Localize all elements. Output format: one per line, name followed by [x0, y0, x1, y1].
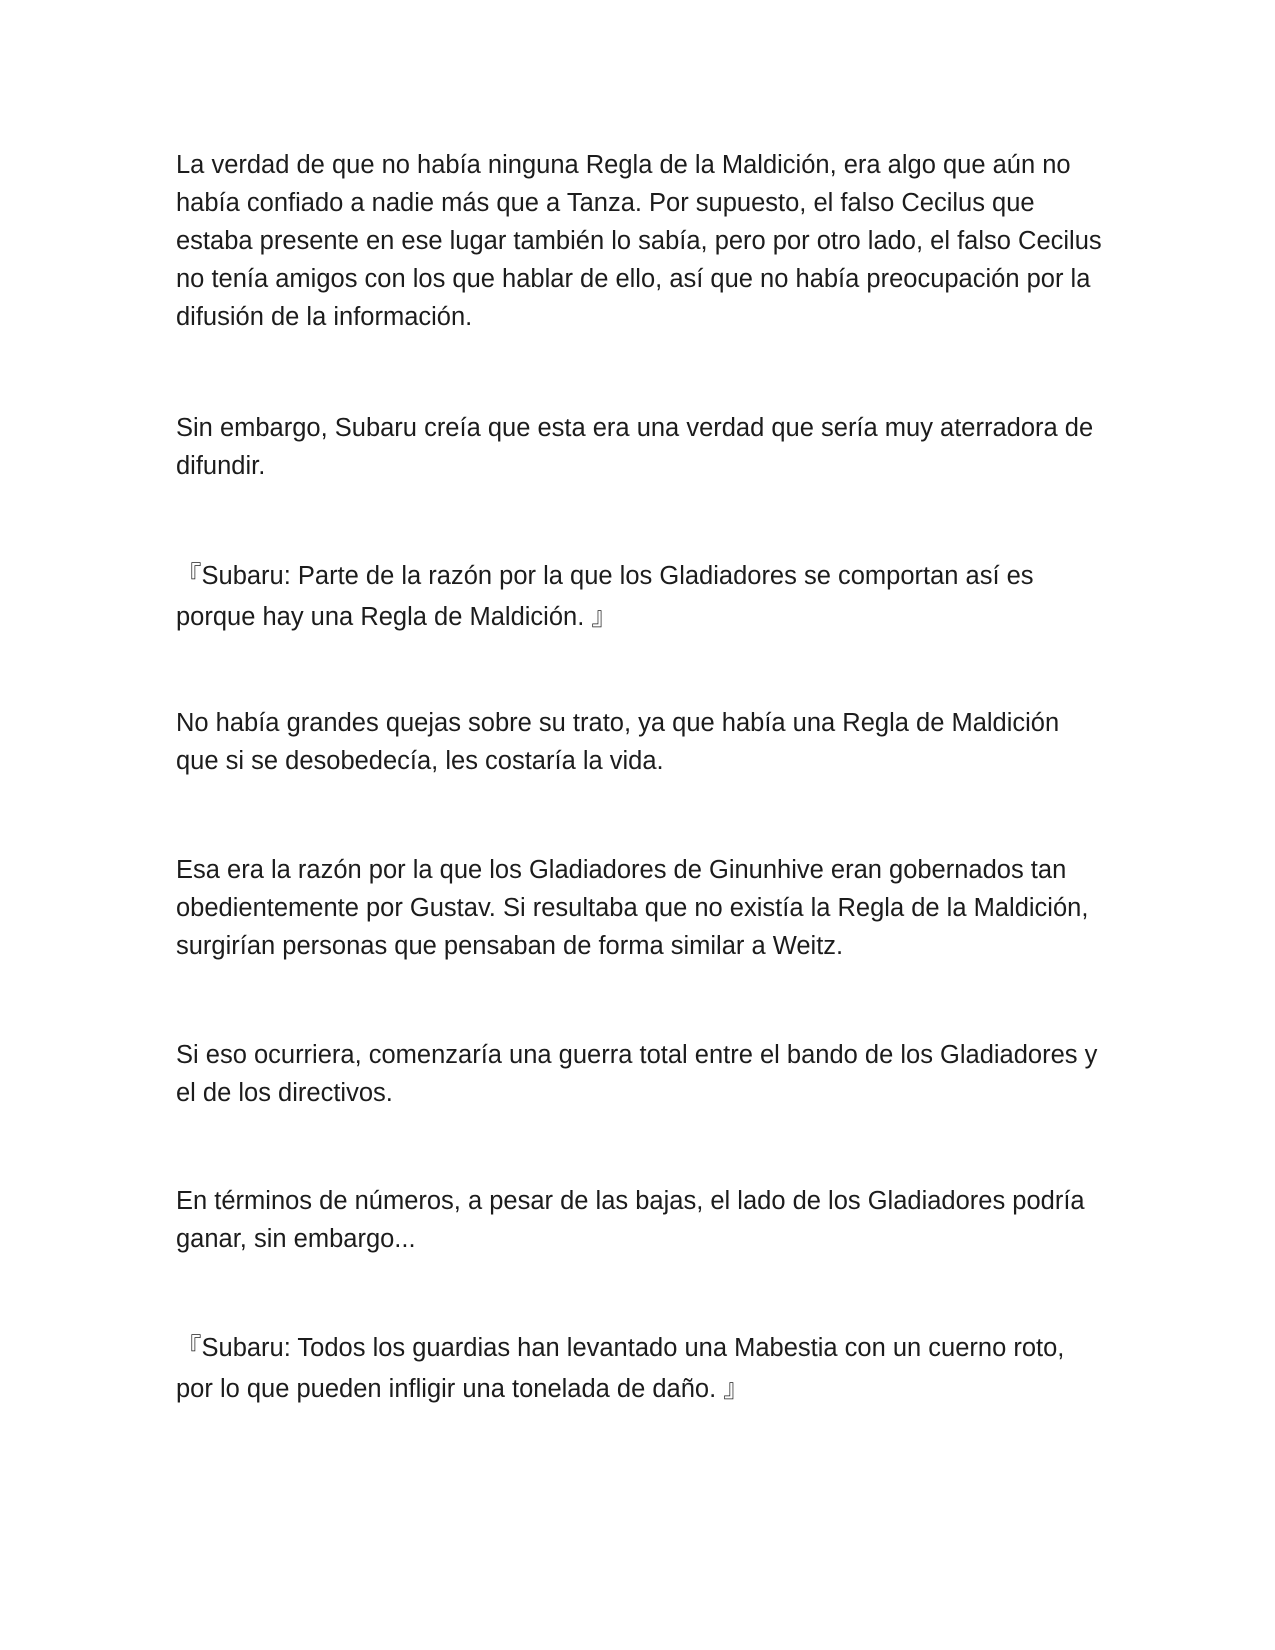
paragraph-1: La verdad de que no había ninguna Regla de la Maldición, era algo que aún no había confiado a nadie más que a Tanza. Por supuesto, el falso Cecilus que estaba presente en ese lugar también lo sabía, pero por otro lado, el falso Cecilus no tenía amigos con los que hablar de ello, así que no había preocupación por la difusión de la información.: [176, 151, 1102, 331]
paragraph-4: Esa era la razón por la que los Gladiadores de Ginunhive eran gobernados tan obedientemente por Gustav. Si resultaba que no existía la Regla de la Maldición, surgirían personas que pensaban de forma similar a Weitz.: [176, 856, 1089, 960]
paragraph-6: En términos de números, a pesar de las bajas, el lado de los Gladiadores podría ganar, sin embargo...: [176, 1187, 1085, 1253]
paragraph-5: Si eso ocurriera, comenzaría una guerra total entre el bando de los Gladiadores y el de los directivos.: [176, 1041, 1098, 1107]
dialogue-line-1: 『Subaru: Parte de la razón por la que los Gladiadores se comportan así es porque hay una Regla de Maldición. 』: [176, 562, 1034, 631]
paragraph-3: No había grandes quejas sobre su trato, ya que había una Regla de Maldición que si se desobedecía, les costaría la vida.: [176, 709, 1060, 775]
paragraph-2: Sin embargo, Subaru creía que esta era una verdad que sería muy aterradora de difundir.: [176, 414, 1094, 480]
dialogue-line-2: 『Subaru: Todos los guardias han levantado una Mabestia con un cuerno roto, por lo que pueden infligir una tonelada de daño. 』: [176, 1334, 1065, 1403]
